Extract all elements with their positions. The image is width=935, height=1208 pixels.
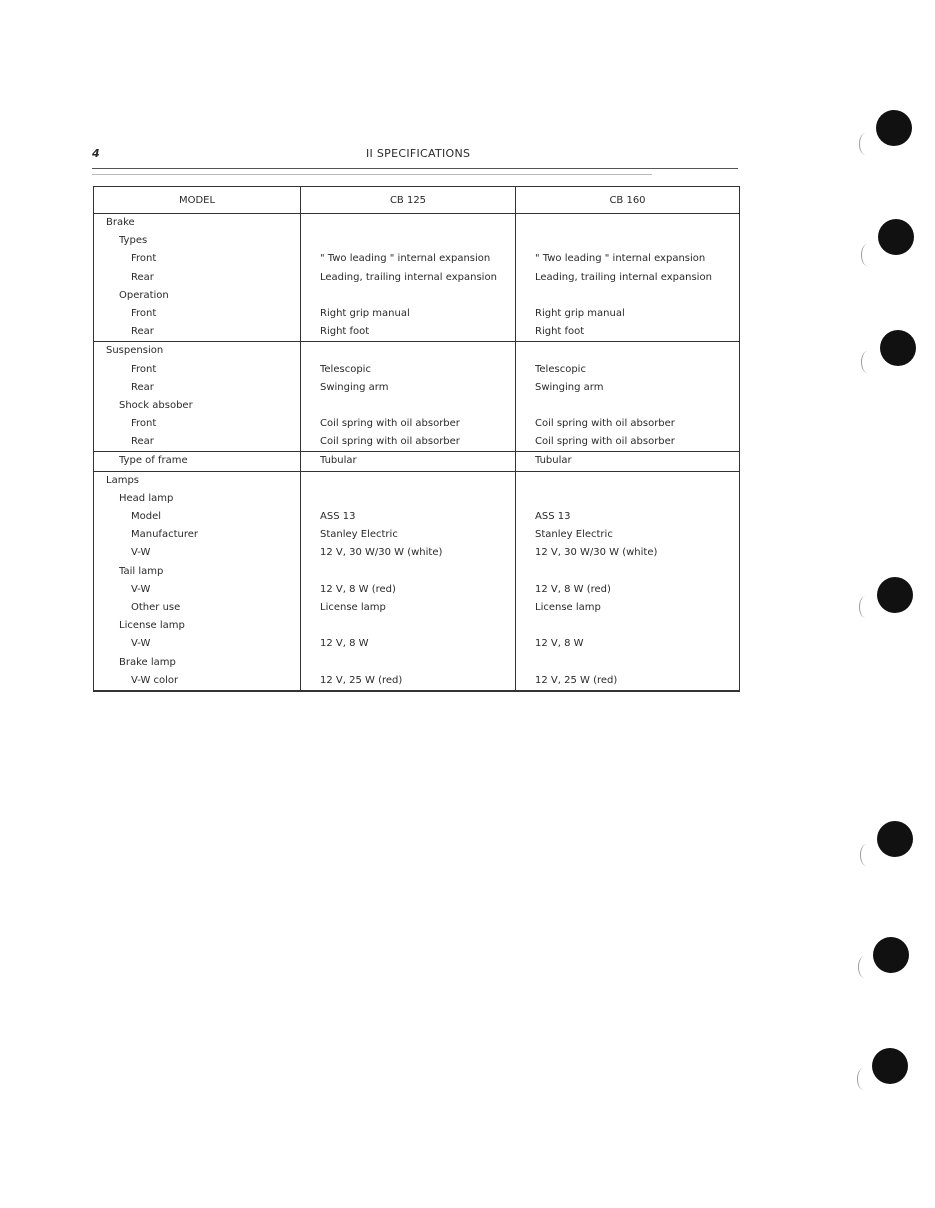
spec-label: Rear [131,271,154,283]
cb125-value [301,397,515,415]
spec-label: Model [131,511,162,522]
header-rule-secondary [92,174,652,175]
spec-label: Rear [131,381,154,393]
page-title: II SPECIFICATIONS [366,147,471,160]
spec-label-cell [94,471,301,691]
cb160-value: Coil spring with oil absorber [535,418,675,430]
header-cb160: CB 160 [516,187,740,214]
hole-shadow-mark [861,244,874,266]
cb160-value-cell [516,471,740,691]
cb125-value [301,654,515,672]
table-body [94,214,740,691]
spec-label-cell [94,342,301,452]
spec-label-cell [94,452,301,471]
cb125-value: 12 V, 30 W/30 W (white) [320,547,443,559]
hole-shadow-mark [861,351,874,373]
cb160-value [516,214,739,232]
spec-label-cell [94,214,301,342]
binder-hole-icon [877,577,913,613]
cb160-value [516,654,739,672]
spec-label: Front [131,253,157,265]
cb160-value: Tubular [535,455,572,467]
spec-label: V-W [131,547,151,559]
hole-shadow-mark [859,133,872,155]
cb160-value-cell [516,452,740,471]
cb160-value: 12 V, 8 W (red) [535,583,611,595]
spec-label: V-W color [131,674,179,686]
cb125-value [301,214,515,232]
cb125-value: ASS 13 [320,511,356,522]
spec-label: Type of frame [119,455,188,467]
spec-label: Brake [106,217,135,228]
cb160-value [516,397,739,415]
cb125-value [301,563,515,581]
cb160-value: " Two leading " internal expansion [535,253,706,265]
cb125-value-cell [301,471,516,691]
hole-shadow-mark [857,1068,870,1090]
cb125-value: Swinging arm [320,381,389,393]
cb160-value: Coil spring with oil absorber [535,436,675,448]
cb160-value: Right grip manual [535,307,625,319]
cb160-value: Telescopic [535,363,586,375]
cb160-value: 12 V, 25 W (red) [535,674,618,686]
cb125-value [301,287,515,305]
spec-label: Other use [131,601,181,613]
cb160-value: Leading, trailing internal expansion [535,271,712,283]
cb125-value: Leading, trailing internal expansion [320,271,497,283]
cb125-value: Right foot [320,326,370,338]
cb160-value: 12 V, 8 W [535,638,584,650]
cb160-value: ASS 13 [535,511,571,522]
binder-hole-icon [877,821,913,857]
cb160-value: 12 V, 30 W/30 W (white) [535,547,658,559]
cb125-value [301,617,515,635]
cb160-value [516,617,739,635]
cb125-value-cell [301,214,516,342]
spec-label: Rear [131,326,154,338]
cb160-value: License lamp [535,601,601,613]
table-section-row [94,342,740,452]
spec-label: Shock absober [119,399,193,411]
spec-label: Tail lamp [119,565,164,577]
cb125-value [301,472,515,490]
table-section-row [94,452,740,471]
spec-label: Front [131,418,157,430]
spec-label: Suspension [106,345,164,357]
binder-hole-icon [876,110,912,146]
cb125-value: Stanley Electric [320,529,398,541]
table-section-row [94,214,740,342]
cb125-value: License lamp [320,601,386,613]
cb160-value-cell [516,214,740,342]
hole-shadow-mark [859,596,872,618]
hole-shadow-mark [860,844,873,866]
header-model: MODEL [94,187,301,214]
spec-label: Head lamp [119,492,174,504]
cb125-value: " Two leading " internal expansion [320,253,491,265]
spec-label: Brake lamp [119,656,176,668]
cb125-value-cell [301,452,516,471]
spec-label: Front [131,363,157,375]
header-rule [92,168,738,169]
binder-hole-icon [878,219,914,255]
spec-label: Rear [131,436,154,448]
cb160-value [516,472,739,490]
cb160-value [516,563,739,581]
cb125-value: 12 V, 8 W (red) [320,583,396,595]
cb125-value: Tubular [320,455,357,467]
spec-label: License lamp [119,620,185,632]
cb125-value: Coil spring with oil absorber [320,436,460,448]
cb125-value: Coil spring with oil absorber [320,418,460,430]
cb125-value [301,490,515,508]
binder-hole-icon [873,937,909,973]
spec-label: Lamps [106,474,139,486]
header-cb125: CB 125 [301,187,516,214]
table-section-row [94,471,740,691]
cb160-value-cell [516,342,740,452]
spec-label: Operation [119,289,169,301]
cb160-value [516,287,739,305]
specifications-table [93,186,740,692]
spec-label: Manufacturer [131,529,198,541]
table-header-row [94,187,740,214]
cb160-value: Stanley Electric [535,529,613,541]
cb160-value: Swinging arm [535,381,604,393]
binder-hole-icon [880,330,916,366]
hole-shadow-mark [858,956,871,978]
page-number: 4 [92,147,100,160]
spec-label: V-W [131,583,151,595]
cb125-value [301,342,515,360]
cb160-value: Right foot [535,326,585,338]
cb125-value-cell [301,342,516,452]
cb160-value [516,490,739,508]
binder-hole-icon [872,1048,908,1084]
spec-label: Types [119,235,148,247]
spec-label: V-W [131,638,151,650]
spec-label: Front [131,307,157,319]
cb125-value: Telescopic [320,363,371,375]
cb160-value [516,232,739,250]
cb125-value [301,232,515,250]
cb125-value: 12 V, 25 W (red) [320,674,403,686]
cb160-value [516,342,739,360]
cb125-value: 12 V, 8 W [320,638,369,650]
cb125-value: Right grip manual [320,307,410,319]
